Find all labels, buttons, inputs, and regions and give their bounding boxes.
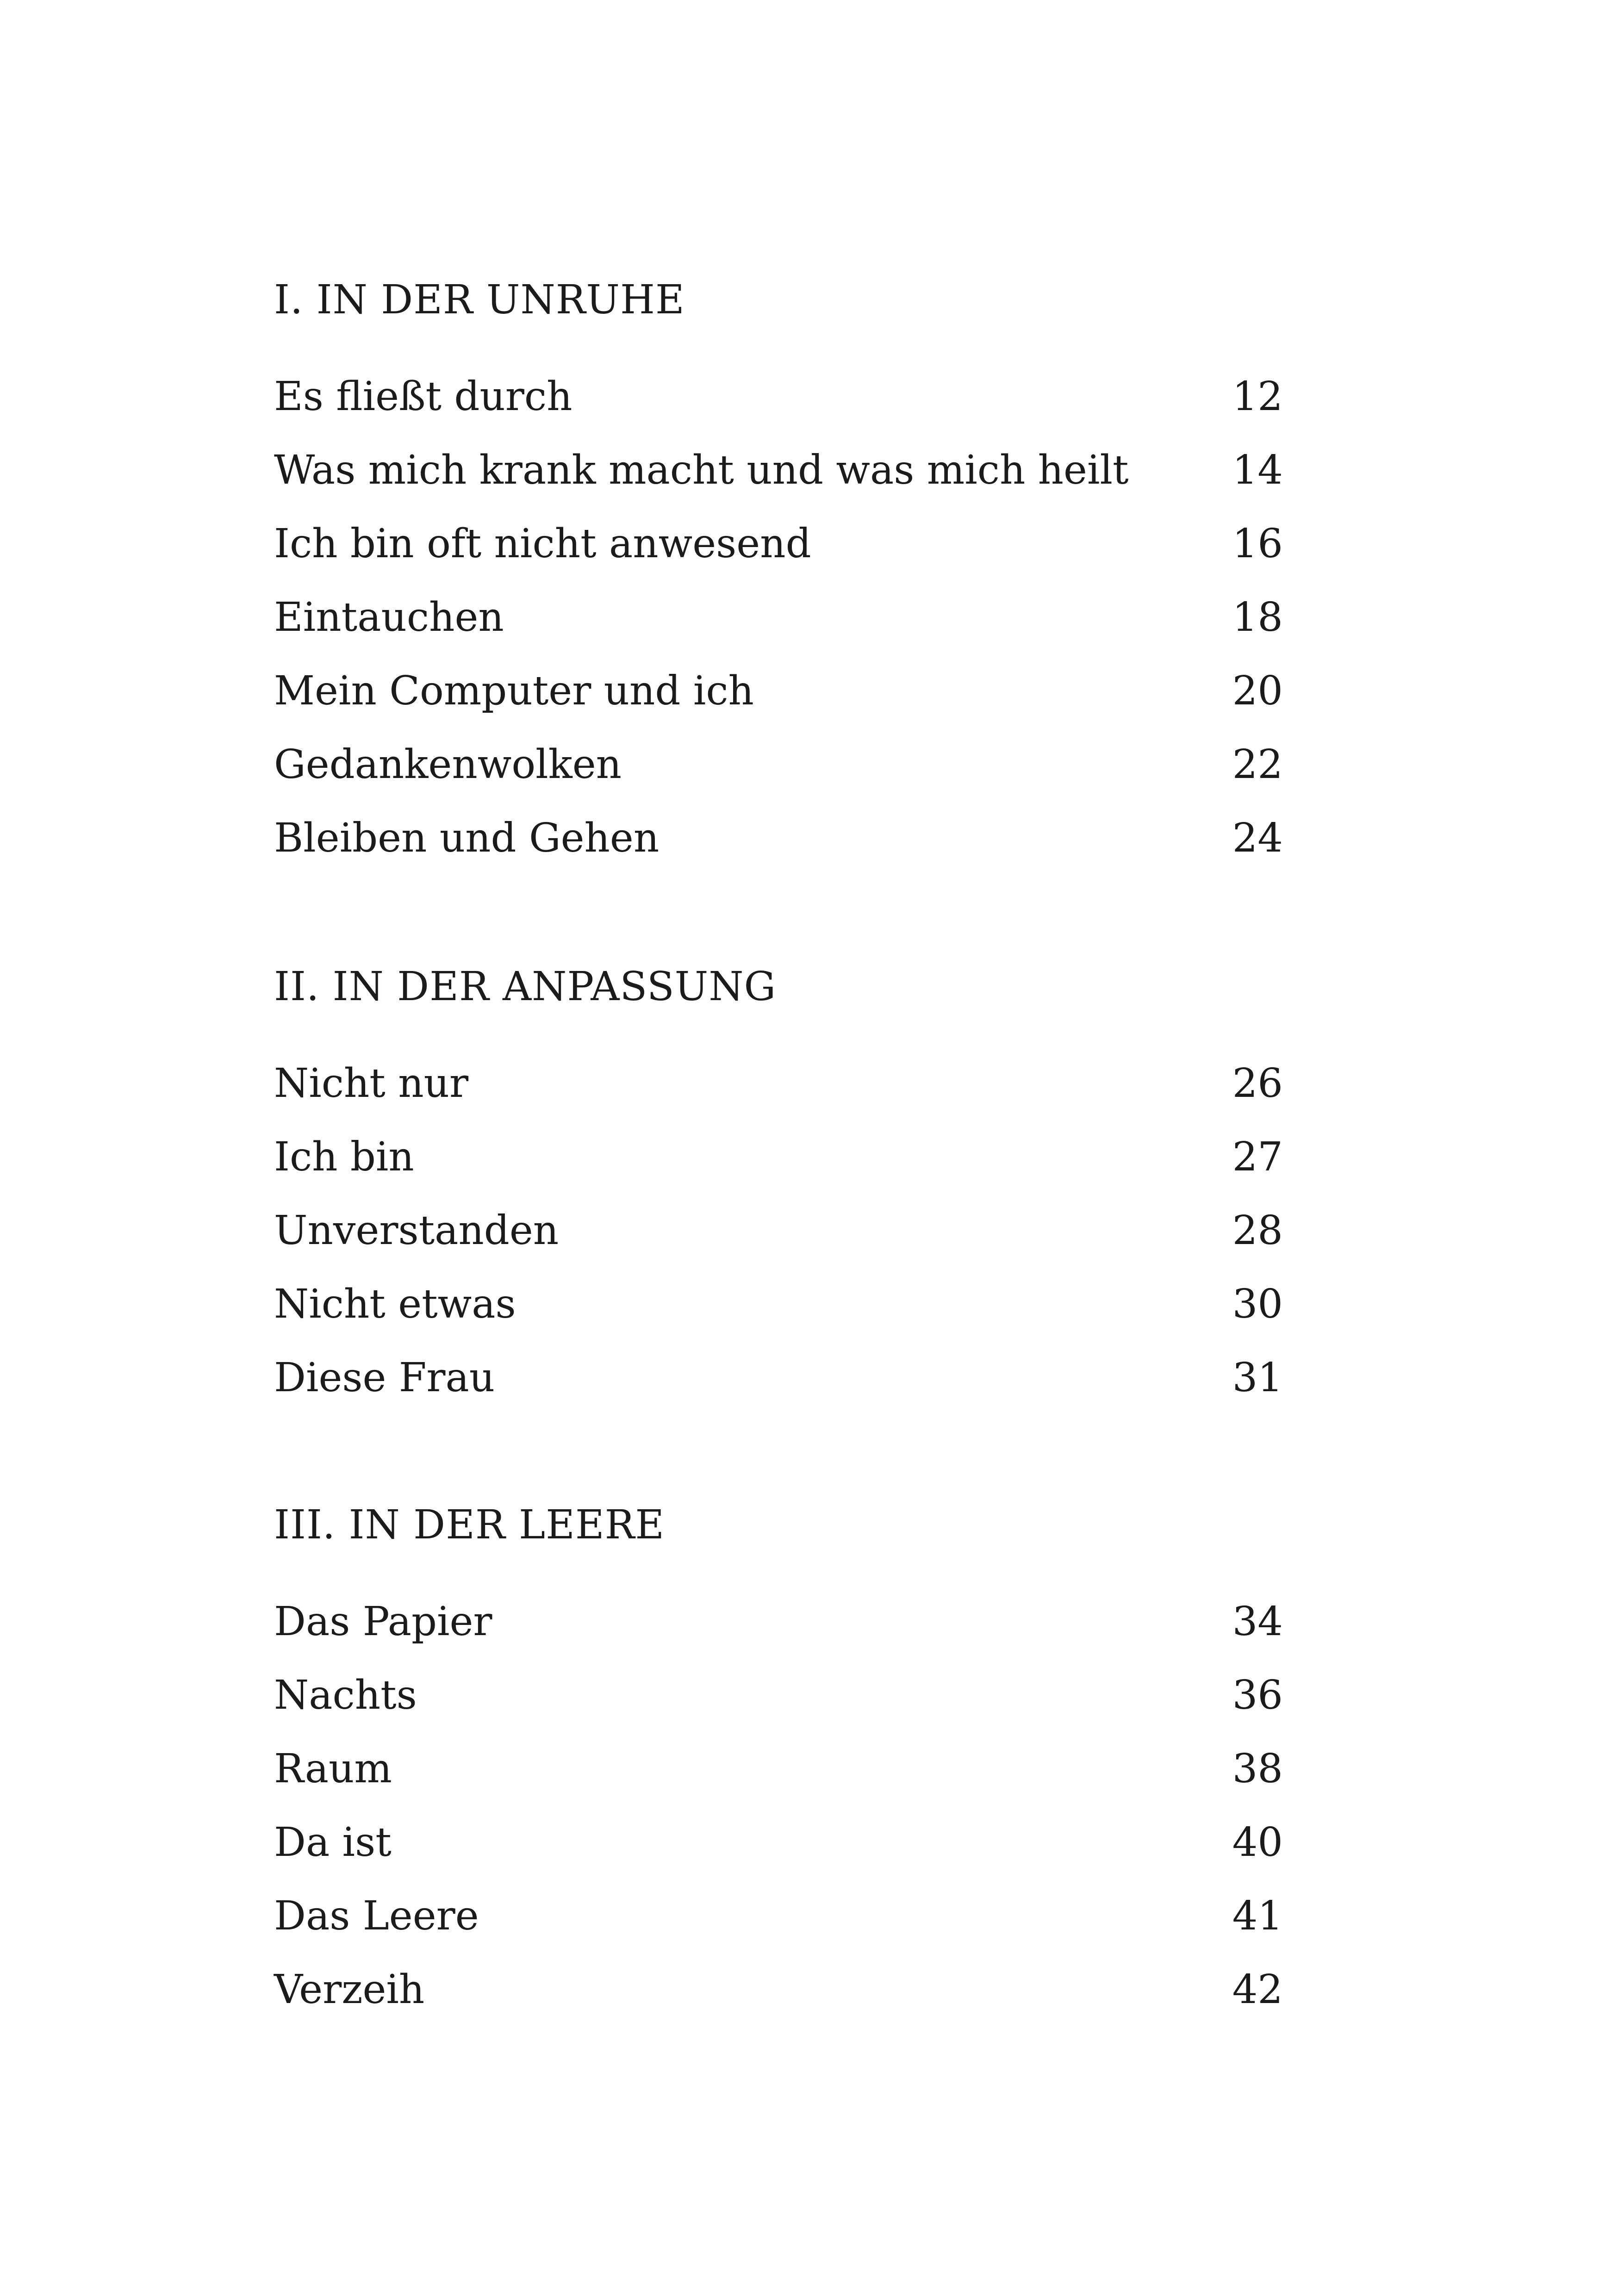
toc-entry: [274, 1120, 1283, 1194]
entry-page-number: 40: [1232, 1819, 1283, 1866]
entry-title: Gedankenwolken: [274, 741, 622, 788]
entry-page-number: 27: [1232, 1134, 1283, 1180]
entry-title: Bleiben und Gehen: [274, 815, 660, 861]
section-heading: III. IN DER LEERE: [274, 1502, 665, 1548]
entry-title: Ich bin: [274, 1134, 414, 1180]
entry-page-number: 31: [1232, 1355, 1283, 1401]
toc-entry: [274, 507, 1283, 581]
toc-entry: [274, 728, 1283, 802]
toc-entry: [274, 1806, 1283, 1879]
toc-entry: [274, 1879, 1283, 1953]
entry-page-number: 18: [1232, 594, 1283, 641]
entry-page-number: 36: [1232, 1672, 1283, 1718]
entry-page-number: 16: [1232, 521, 1283, 567]
toc-entry: [274, 1341, 1283, 1415]
entry-title: Es fließt durch: [274, 373, 573, 420]
toc-entry-list: [274, 1047, 1283, 1415]
toc-entry: [274, 1659, 1283, 1732]
entry-page-number: 26: [1232, 1060, 1283, 1107]
entry-title: Raum: [274, 1746, 392, 1792]
entry-title: Verzeih: [274, 1966, 425, 2013]
entry-title: Eintauchen: [274, 594, 504, 641]
entry-page-number: 20: [1232, 668, 1283, 714]
entry-title: Ich bin oft nicht anwesend: [274, 521, 811, 567]
entry-page-number: 34: [1232, 1599, 1283, 1645]
entry-title: Nachts: [274, 1672, 417, 1718]
toc-entry: [274, 581, 1283, 654]
toc-entry-list: [274, 1585, 1283, 2027]
entry-title: Das Leere: [274, 1893, 479, 1939]
toc-entry: [274, 1585, 1283, 1659]
entry-page-number: 30: [1232, 1281, 1283, 1327]
entry-title: Unverstanden: [274, 1207, 559, 1254]
entry-title: Nicht nur: [274, 1060, 469, 1107]
toc-entry: [274, 802, 1283, 875]
toc-entry: [274, 1953, 1283, 2027]
entry-page-number: 22: [1232, 741, 1283, 788]
toc-entry: [274, 1268, 1283, 1341]
toc-entry-list: [274, 360, 1283, 875]
section-heading: II. IN DER ANPASSUNG: [274, 964, 777, 1010]
toc-entry: [274, 434, 1283, 507]
entry-page-number: 24: [1232, 815, 1283, 861]
entry-page-number: 28: [1232, 1207, 1283, 1254]
entry-page-number: 14: [1232, 447, 1283, 493]
entry-title: Was mich krank macht und was mich heilt: [274, 447, 1129, 493]
entry-page-number: 42: [1232, 1966, 1283, 2013]
toc-entry: [274, 654, 1283, 728]
toc-entry: [274, 1732, 1283, 1806]
toc-entry: [274, 1047, 1283, 1120]
entry-title: Diese Frau: [274, 1355, 495, 1401]
entry-title: Das Papier: [274, 1599, 492, 1645]
toc-entry: [274, 360, 1283, 434]
entry-page-number: 41: [1232, 1893, 1283, 1939]
entry-title: Da ist: [274, 1819, 392, 1866]
entry-title: Mein Computer und ich: [274, 668, 754, 714]
section-heading: I. IN DER UNRUHE: [274, 277, 685, 323]
entry-title: Nicht etwas: [274, 1281, 516, 1327]
toc-entry: [274, 1194, 1283, 1268]
entry-page-number: 12: [1232, 373, 1283, 420]
entry-page-number: 38: [1232, 1746, 1283, 1792]
